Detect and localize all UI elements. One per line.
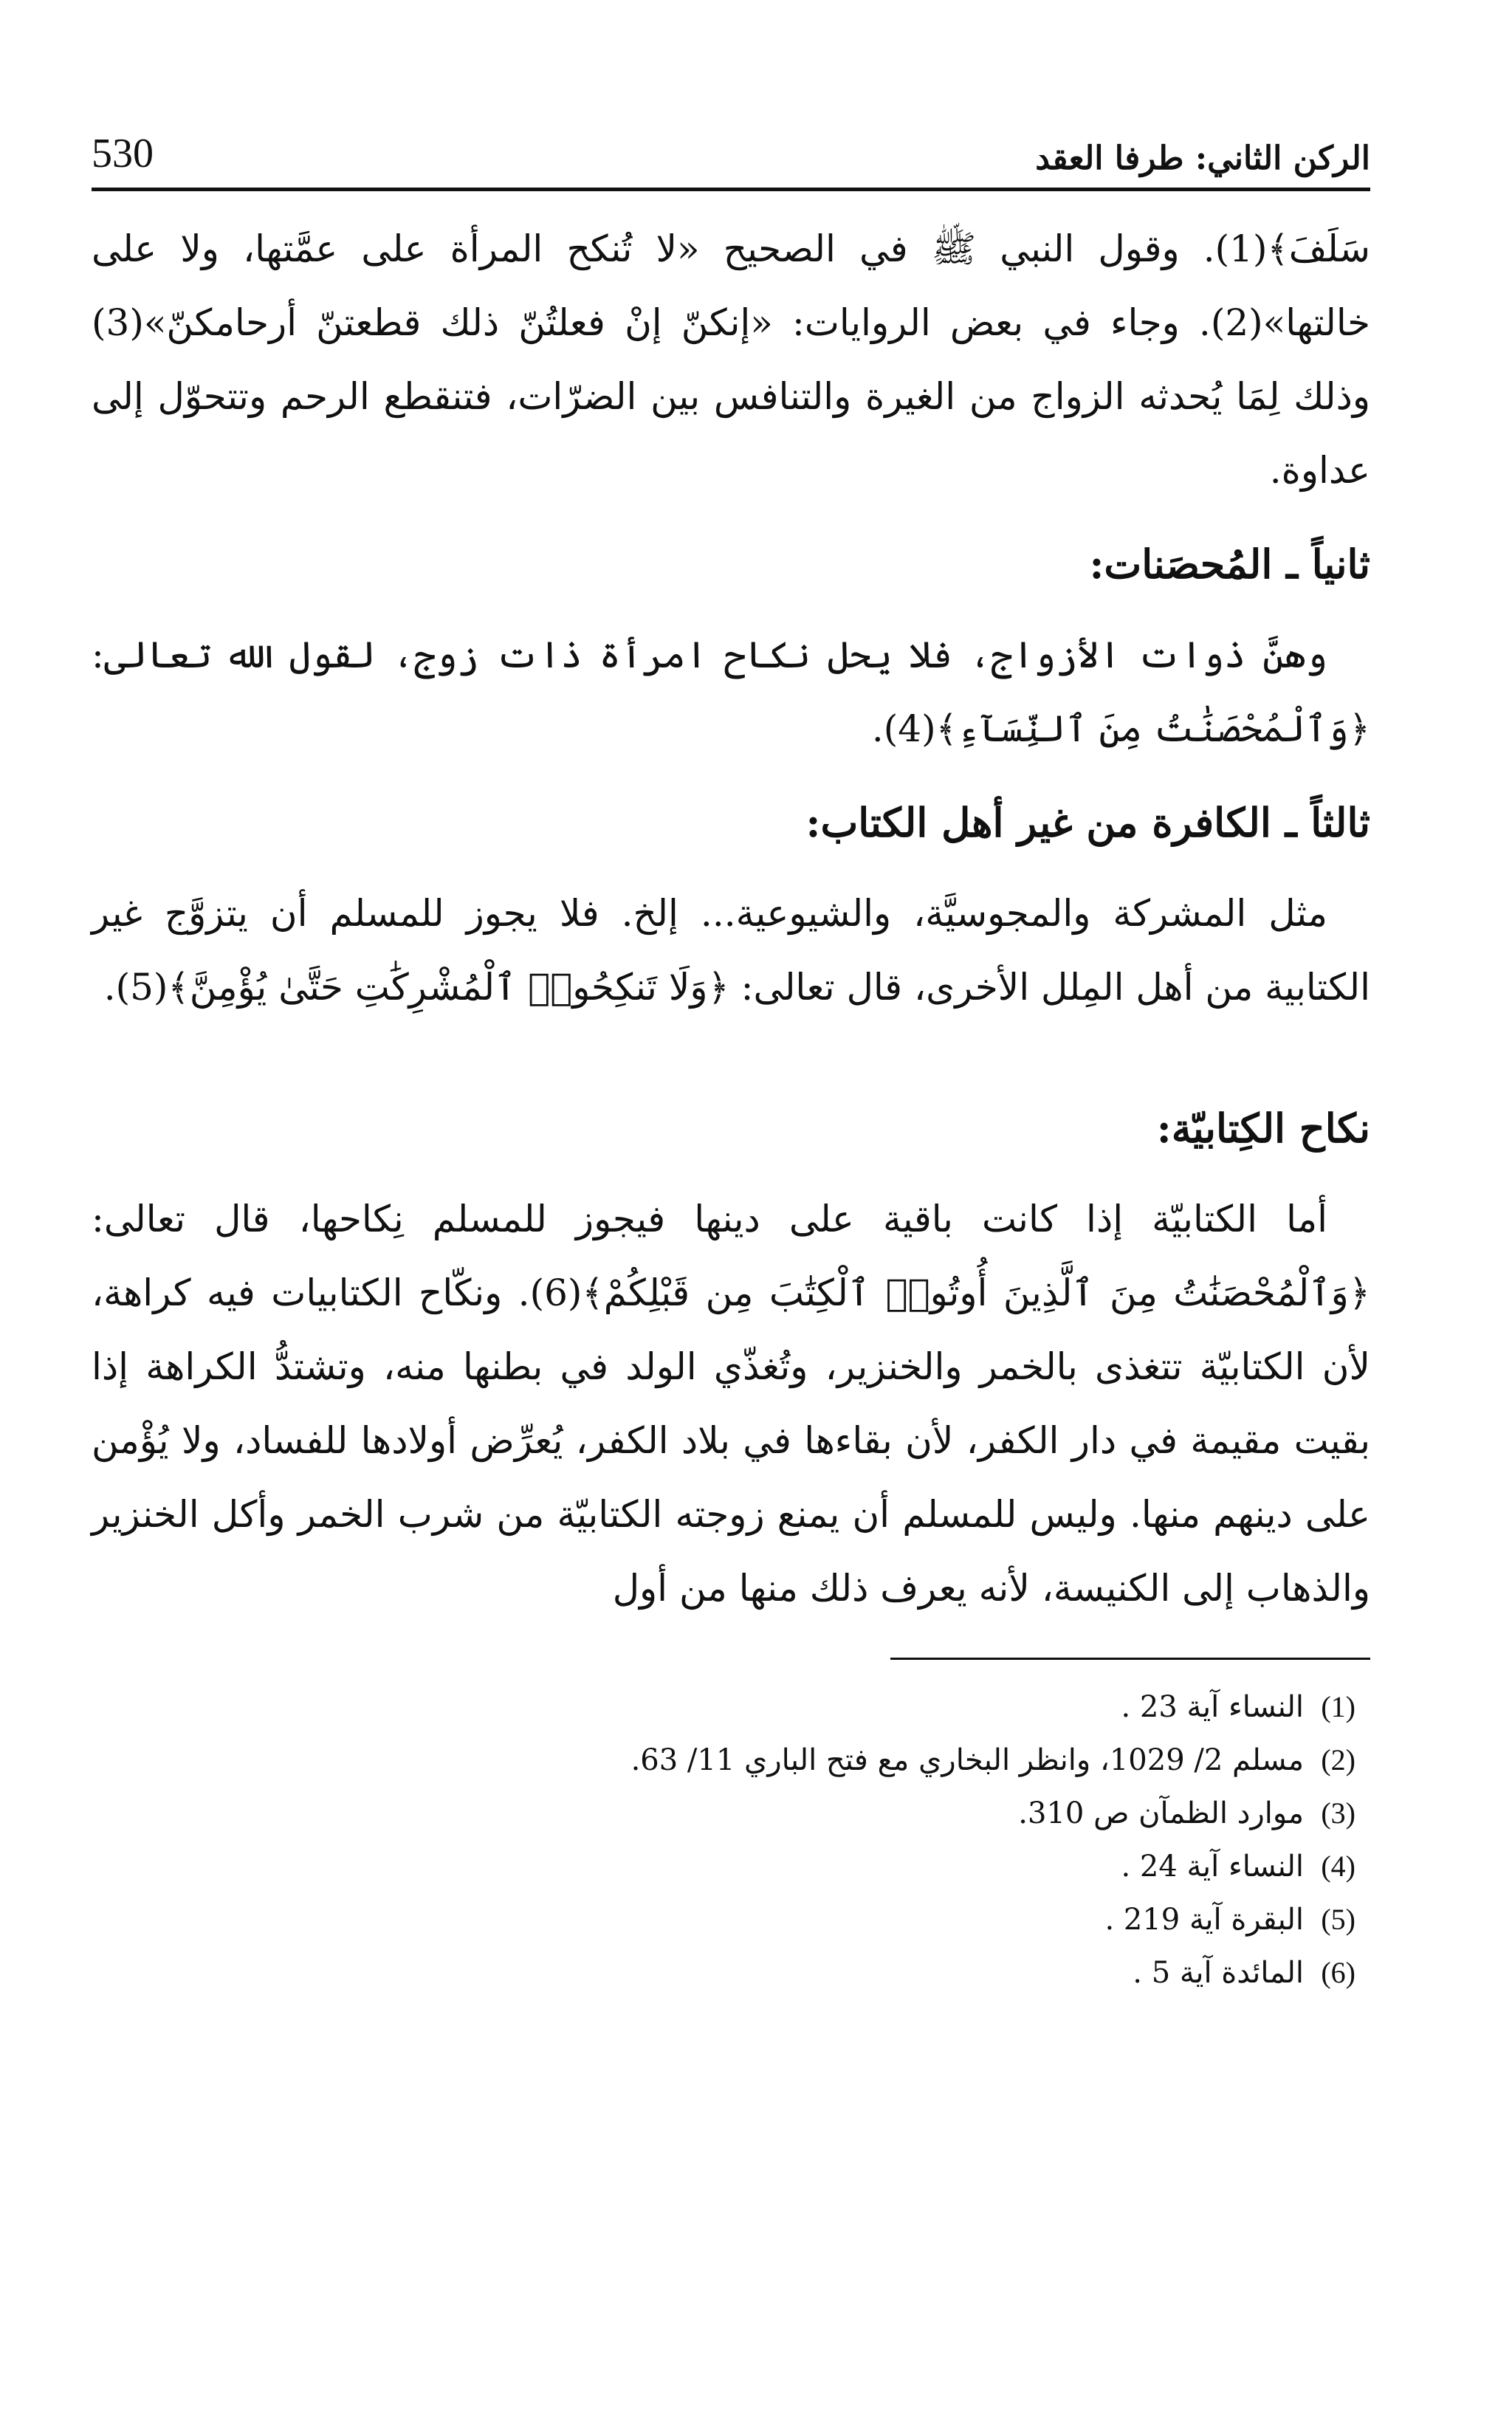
section-text-kafira: مثل المشركة والمجوسيَّة، والشيوعية... إلخ. فلا يجوز للمسلم أن يتزوَّج غير الكتابية من أهل المِلل الأخرى، قال تعالى: ﴿وَلَا تَنكِحُوا۟ ٱلْمُشْرِكَٰتِ حَتَّىٰ يُؤْمِنَّ﴾(5). [92,892,1370,1009]
section-kafira [92,782,1370,1024]
footnote-text: النساء آية 23 . [1121,1690,1304,1724]
footnote-number: (6) [1321,1956,1355,1989]
footnote-text: مسلم 2/ 1029، وانظر البخاري مع فتح الباري 11/ 63. [630,1743,1304,1777]
footnotes-list [92,1681,1370,1999]
running-title: الركن الثاني: طرفا العقد [1035,140,1370,177]
footnote-item [92,1946,1370,1999]
section-text-kitabiyya: أما الكتابيّة إذا كانت باقية على دينها فيجوز للمسلم نِكاحها، قال تعالى: ﴿وَٱلْمُحْصَنَٰتُ مِنَ ٱلَّذِينَ أُوتُوا۟ ٱلْكِتَٰبَ مِن قَبْلِكُمْ﴾(6). ونكّاح الكتابيات فيه كراهة، لأن الكتابيّة تتغذى بالخمر والخنزير، وتُغذّي الولد في بطنها منه، وتشتدُّ الكراهة إذا بقيت مقيمة في دار الكفر، لأن بقاءها في بلاد الكفر، يُعرِّض أولادها للفساد، ولا يُؤْمن على دينهم منها. وليس للمسلم أن يمنع زوجته الكتابيّة من شرب الخمر وأكل الخنزير والذهاب إلى الكنيسة، لأنه يعرف ذلك منها من أول [92,1198,1371,1610]
footnote-text: المائدة آية 5 . [1133,1956,1304,1990]
footnote-number: (1) [1321,1690,1355,1723]
footnote-item [92,1893,1370,1946]
intro-block [92,212,1370,507]
header-divider [92,188,1370,191]
page-header [92,111,1370,188]
footnote-item [92,1787,1370,1840]
book-page [92,111,1370,2370]
section-text-muhsanat: وهنَّ ذوات الأزواج، فلا يحل نكاح امرأة ذات زوج، لقول الله تعالى: ﴿وَٱلْمُحْصَنَٰتُ مِنَ ٱلنِّسَآءِ﴾(4). [92,634,1370,750]
section-heading-kafira: ثالثاً ـ الكافرة من غير أهل الكتاب: [805,799,1370,846]
footnote-number: (4) [1321,1850,1355,1883]
footnote-text: موارد الظمآن ص 310. [1018,1796,1304,1830]
intro-paragraph: سَلَفَ﴾(1). وقول النبي ﷺ في الصحيح «لا تُنكح المرأة على عمَّتها، ولا على خالتها»(2). وجاء في بعض الروايات: «إنكنّ إنْ فعلتُنّ ذلك قطعتنّ أرحامكنّ»(3) وذلك لِمَا يُحدثه الزواج من الغيرة والتنافس بين الضرّات، فتنقطع الرحم وتتحوّل إلى عداوة. [92,227,1370,492]
footnote-text: البقرة آية 219 . [1104,1903,1304,1937]
footnote-number: (2) [1321,1743,1355,1776]
section-heading-muhsanat: ثانياً ـ المُحصَنات: [1089,540,1370,588]
section-heading-kitabiyya: نكاح الكِتابيّة: [1156,1105,1370,1152]
section-muhsanat [92,523,1370,766]
page-number: 530 [92,131,154,176]
footnote-number: (3) [1321,1796,1355,1830]
footnote-item [92,1681,1370,1734]
section-kitabiyya [92,1088,1370,1625]
footnote-text: النساء آية 24 . [1121,1850,1304,1884]
footnote-number: (5) [1321,1903,1355,1936]
footnote-item [92,1840,1370,1893]
footnote-divider [890,1658,1370,1660]
footnote-item [92,1734,1370,1787]
